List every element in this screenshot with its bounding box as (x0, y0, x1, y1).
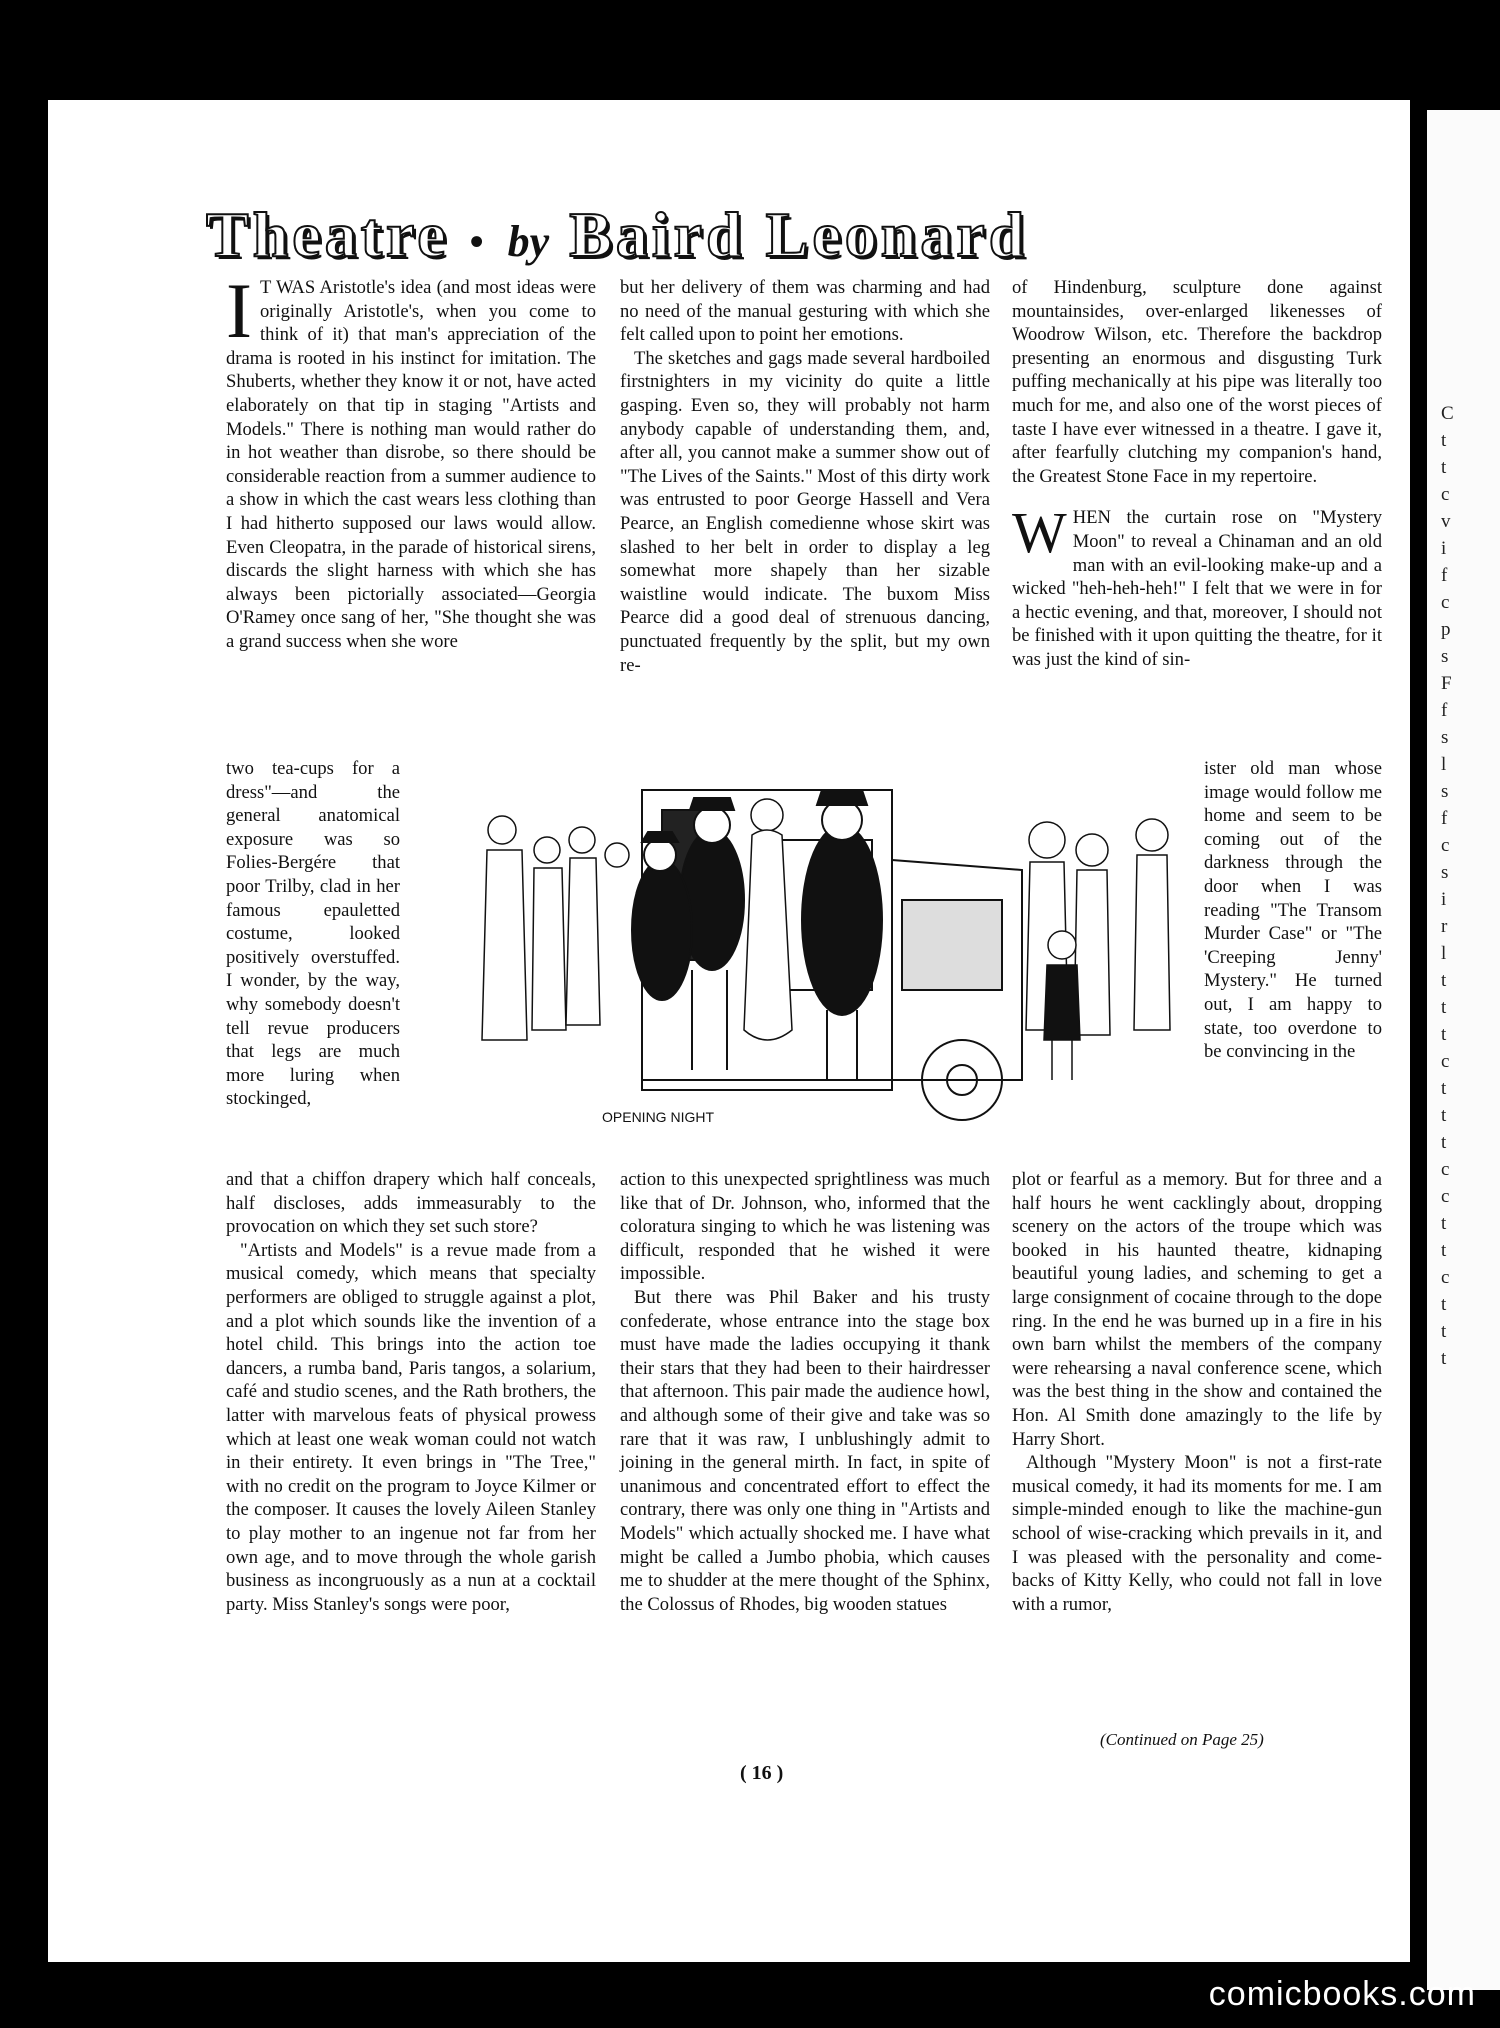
adjacent-page-edge (1427, 110, 1500, 1990)
adjacent-page-letter: t (1441, 1240, 1447, 1261)
adjacent-page-letter: f (1441, 565, 1448, 586)
adjacent-page-letter: t (1441, 430, 1447, 451)
adjacent-page-letter: f (1441, 808, 1448, 829)
adjacent-page-letter: s (1441, 646, 1449, 667)
adjacent-page-letter: s (1441, 781, 1449, 802)
adjacent-page-letter: t (1441, 1348, 1447, 1369)
adjacent-page-letter: r (1441, 916, 1448, 937)
column-1-upper (226, 267, 596, 654)
byline-by: by (507, 217, 550, 266)
adjacent-page-letter: t (1441, 1105, 1447, 1126)
col3-narrow-text: ister old man whose image would follow me home and seem to be coming out of the darkness through the door when I was reading "The Transom Murder Case" or "The 'Creeping Jenny' Mystery." He turned out, I am happy to state, too overdone to be convincing in the (1204, 758, 1382, 1063)
adjacent-page-letter: t (1441, 1132, 1447, 1153)
adjacent-page-letter: t (1441, 1213, 1447, 1234)
adjacent-page-letter: t (1441, 1294, 1447, 1315)
col2-paragraph-2: The sketches and gags made several hardboiled firstnighters in my vicinity do quite a little gasping. Even so, they will probably not harm anybody capable of understanding them, and, after all, you cannot make a summer show out of "The Lives of the Saints." Most of this dirty work was entrusted to poor George Hassell and Vera Pearce, an English comedienne whose skirt was slashed to her belt in order to display a leg somewhat more shapely than her sizable waistline would indicate. The buxom Miss Pearce did a good deal of strenuous dancing, punctuated frequently by the split, but my own re- (620, 347, 990, 676)
adjacent-page-letter: t (1441, 1024, 1447, 1045)
adjacent-page-letter: t (1441, 1321, 1447, 1342)
column-2-lower (620, 1168, 990, 1616)
adjacent-page-letter: F (1441, 673, 1452, 694)
adjacent-page-letter: l (1441, 754, 1447, 775)
col3-paragraph-1: of Hindenburg, sculpture done against mountainsides, over-enlarged likenesses of Woodrow Wilson, etc. Therefore the backdrop presenting an enormous and disgusting Turk puffing mechanically at his pipe was literally too much for me, and also one of the worst pieces of taste I have ever witnessed in a theatre. I gave it, after fearfully clutching my companion's hand, the Greatest Stone Face in my repertoire. (1012, 277, 1382, 487)
column-3-narrow (1204, 757, 1382, 1064)
adjacent-page-letter: i (1441, 889, 1447, 910)
adjacent-page-letter: p (1441, 619, 1451, 640)
drop-cap-i: I (226, 267, 252, 354)
adjacent-page-letter: c (1441, 1051, 1450, 1072)
adjacent-page-letter: c (1441, 592, 1450, 613)
col2-paragraph-4: But there was Phil Baker and his trusty confederate, whose entrance into the stage box must have made the ladies occupying it thank their stars that they had been to their hairdresser that afternoon. This pair made the audience howl, and although some of their give and take was so rare that it was raw, I unblushingly admit to joining in the general mirth. In fact, in spite of unanimous and concentrated effort to effect the contrary, there was only one thing in "Artists and Models" which actually shocked me. I have what might be called a Jumbo phobia, which causes me to shudder at the mere thought of the Sphinx, the Colossus of Rhodes, big wooden statues (620, 1286, 990, 1615)
col2-paragraph-1: but her delivery of them was charming and had no need of the manual gesturing with which she felt called upon to point her emotions. (620, 277, 990, 346)
adjacent-page-letter: c (1441, 835, 1450, 856)
col3-paragraph-4: Although "Mystery Moon" is not a first-rate musical comedy, it had its moments for me. I am simple-minded enough to like the machine-gun school of wise-cracking which prevails in it, and I was pleased with the personality and come-backs of Kitty Kelly, who could not fall in love with a rumor, (1012, 1452, 1382, 1615)
adjacent-page-letter: C (1441, 403, 1454, 424)
article-title (206, 198, 1028, 272)
col3-paragraph-2: HEN the curtain rose on "Mystery Moon" to reveal a Chinaman and an old man with an evil-looking make-up and a wicked "heh-heh-heh!" I felt that we were in for a hectic evening, and that, moreover, I should not be finished with it upon quitting the theatre, for it was just the kind of sin- (1012, 507, 1382, 670)
adjacent-page-letter: t (1441, 457, 1447, 478)
col2-paragraph-3: action to this unexpected sprightliness was much like that of Dr. Johnson, who, informed that the coloratura singing to which he was listening was difficult, responded that he wished it were impossible. (620, 1169, 990, 1285)
title-word: Theatre (206, 199, 450, 270)
column-3-lower (1012, 1168, 1382, 1616)
continued-note: (Continued on Page 25) (1100, 1730, 1264, 1749)
drop-cap-w: W (1012, 500, 1067, 566)
illustration-caption: OPENING NIGHT (602, 1109, 715, 1125)
column-1-lower (226, 1168, 596, 1616)
adjacent-page-letter: i (1441, 538, 1447, 559)
watermark: comicbooks.com (1208, 1975, 1476, 2013)
adjacent-page-letter: c (1441, 1267, 1450, 1288)
adjacent-page-letter: t (1441, 997, 1447, 1018)
adjacent-page-letter: t (1441, 1078, 1447, 1099)
adjacent-page-letter: s (1441, 862, 1449, 883)
adjacent-page-letter: v (1441, 511, 1451, 532)
adjacent-page-letter: c (1441, 1186, 1450, 1207)
adjacent-page-letter: t (1441, 970, 1447, 991)
col1-narrow-text: two tea-cups for a dress"—and the general anatomical exposure was so Folies-Bergére that poor Trilby, clad in her famous epauletted costume, looked positively overstuffed. I wonder, by the way, why somebody doesn't tell revue producers that legs are much more luring when stockinged, (226, 758, 400, 1110)
col3-paragraph-3: plot or fearful as a memory. But for three and a half hours he went cacklingly about, dropping scenery on the actors of the troupe which was booked in his haunted theatre, kidnaping beautiful young ladies, and scheming to get a large consignment of cocaine through to the dope ring. In the end he was burned up in a fire in his own barn whilst the members of the company were rehearsing a naval conference scene, which was the best thing in the show and contained the Hon. Al Smith done amazingly to the life by Harry Short. (1012, 1169, 1382, 1450)
col1-paragraph-3: "Artists and Models" is a revue made from a musical comedy, which means that specialty performers are obliged to struggle against a plot, and a plot which sounds like the invention of a hotel child. This brings into the action toe dancers, a rumba band, Paris tangos, a solarium, café and studio scenes, and the Rath brothers, the latter with marvelous feats of physical prowess which at least one weak woman could not watch in their entirety. It even brings in "The Tree," with no credit on the program to Joyce Kilmer or the composer. It causes the lovely Aileen Stanley to play mother to an ingenue not far from her own age, and to move through the whole garish business as incongruously as a nun at a cocktail party. Miss Stanley's songs were poor, (226, 1239, 596, 1615)
adjacent-page-letter: c (1441, 484, 1450, 505)
adjacent-page-letter: s (1441, 727, 1449, 748)
author-name: Baird Leonard (569, 199, 1029, 270)
adjacent-page-letter: f (1441, 700, 1448, 721)
adjacent-page-letter: l (1441, 943, 1447, 964)
adjacent-page-letter: c (1441, 1159, 1450, 1180)
title-bullet: • (469, 218, 488, 264)
column-3-upper (1012, 276, 1382, 672)
opening-night-illustration (462, 780, 1192, 1132)
col1-paragraph-1: T WAS Aristotle's idea (and most ideas were originally Aristotle's, when you come to think of it) that man's appreciation of the drama is rooted in his instinct for imitation. The Shuberts, whether they know it or not, have acted elaborately on that tip in staging "Artists and Models." There is nothing man would rather do in hot weather than disrobe, so there should be considerable reaction from a summer audience to a show in which the cast wears less clothing than I had hitherto supposed our laws would allow. Even Cleopatra, in the parade of historical sirens, discards the slight harness with which she has always been pictorially associated—Georgia O'Ramey once sang of her, "She thought she was a grand success when she wore (226, 277, 596, 652)
col1-paragraph-2: and that a chiffon drapery which half conceals, half discloses, adds immeasurably to the provocation on which they set such store? (226, 1169, 596, 1238)
column-1-narrow (226, 757, 400, 1111)
page-number: ( 16 ) (740, 1762, 784, 1784)
column-2-upper (620, 276, 990, 677)
